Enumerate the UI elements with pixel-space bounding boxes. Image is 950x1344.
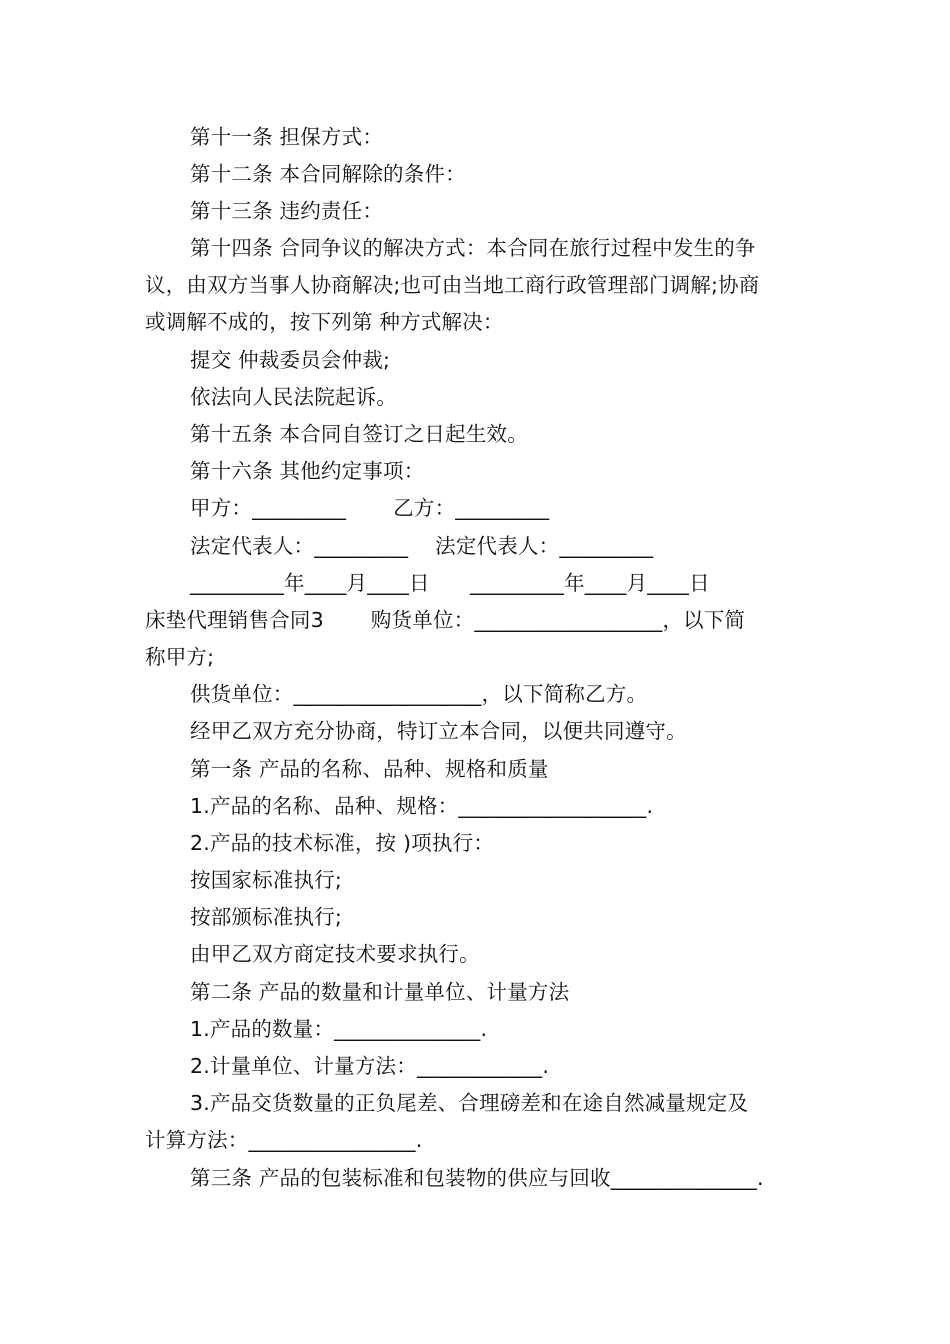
party-signatures: 甲方：_________ 乙方：_________ xyxy=(190,496,550,520)
article-2-item-1: 1.产品的数量：______________. xyxy=(190,1017,488,1041)
clause-15: 第十五条 本合同自签订之日起生效。 xyxy=(190,422,528,446)
option-arbitration: 提交 仲裁委员会仲裁; xyxy=(190,348,391,372)
article-1-item-2: 2.产品的技术标准，按 )项执行： xyxy=(190,831,494,855)
supplier-line: 供货单位：__________________，以下简称乙方。 xyxy=(190,682,648,706)
clause-14-line-1: 第十四条 合同争议的解决方式：本合同在旅行过程中发生的争 xyxy=(190,236,756,260)
article-3-heading: 第三条 产品的包装标准和包装物的供应与回收______________. xyxy=(190,1166,764,1190)
signing-dates: _________年____月____日 _________年____月____日 xyxy=(190,571,710,595)
article-2-item-3-line-2: 计算方法：________________. xyxy=(145,1128,423,1152)
contract-3-buyer-cont: 称甲方; xyxy=(145,645,215,669)
clause-16: 第十六条 其他约定事项： xyxy=(190,459,425,483)
preamble: 经甲乙双方充分协商，特订立本合同，以便共同遵守。 xyxy=(190,719,687,743)
clause-13: 第十三条 违约责任： xyxy=(190,199,384,223)
clause-14-line-2: 议，由双方当事人协商解决;也可由当地工商行政管理部门调解;协商 xyxy=(145,273,760,297)
article-2-item-3-line-1: 3.产品交货数量的正负尾差、合理磅差和在途自然减量规定及 xyxy=(190,1091,749,1115)
national-standard: 按国家标准执行; xyxy=(190,868,343,892)
legal-representatives: 法定代表人：_________ 法定代表人：_________ xyxy=(190,534,654,558)
ministry-standard: 按部颁标准执行; xyxy=(190,905,343,929)
contract-3-title: 床垫代理销售合同3 购货单位：__________________，以下简 xyxy=(145,608,746,632)
article-2-item-2: 2.计量单位、计量方法：____________. xyxy=(190,1054,550,1078)
article-1-heading: 第一条 产品的名称、品种、规格和质量 xyxy=(190,757,549,781)
article-1-item-1: 1.产品的名称、品种、规格：__________________. xyxy=(190,794,654,818)
clause-12: 第十二条 本合同解除的条件： xyxy=(190,162,466,186)
negotiated-standard: 由甲乙双方商定技术要求执行。 xyxy=(190,942,480,966)
clause-11: 第十一条 担保方式： xyxy=(190,125,384,149)
article-2-heading: 第二条 产品的数量和计量单位、计量方法 xyxy=(190,980,570,1004)
option-lawsuit: 依法向人民法院起诉。 xyxy=(190,385,397,409)
clause-14-line-3: 或调解不成的，按下列第 种方式解决： xyxy=(145,310,504,334)
